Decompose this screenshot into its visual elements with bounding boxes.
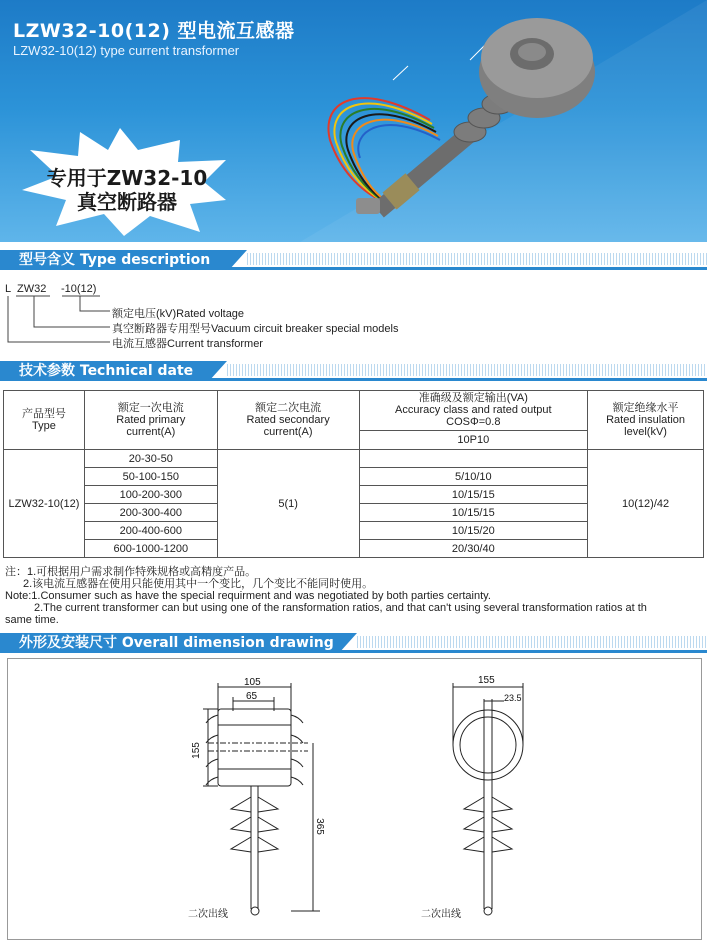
code-desc-voltage: 额定电压(kV)Rated voltage — [112, 308, 245, 320]
cell-output: 20/30/40 — [359, 540, 588, 558]
header-insulation — [588, 391, 704, 450]
code-zw: ZW32 — [17, 283, 47, 295]
cell-primary: 200-300-400 — [84, 504, 217, 522]
header-primary-en2: current(A) — [126, 426, 176, 438]
code-volt: -10(12) — [61, 283, 97, 295]
burst-text — [22, 166, 232, 214]
outlet-label-left: 二次出线 — [188, 909, 228, 920]
header-secondary-cn: 额定二次电流 — [255, 402, 322, 414]
hero-title-en: LZW32-10(12) type current transformer — [13, 43, 240, 58]
cell-secondary: 5(1) — [217, 450, 359, 558]
code-desc-ct: 电流互感器Current transformer — [112, 338, 263, 350]
cell-primary: 50-100-150 — [84, 468, 217, 486]
dim-23-5: 23.5 — [504, 693, 522, 703]
cell-insulation: 10(12)/42 — [588, 450, 704, 558]
header-type-en: Type — [32, 420, 56, 432]
cell-output: 10/15/15 — [359, 486, 588, 504]
hero-banner — [0, 0, 707, 242]
code-desc-model: 真空断路器专用型号Vacuum circuit breaker special models — [112, 323, 399, 335]
header-primary-en1: Rated primary — [116, 414, 186, 426]
header-line — [207, 378, 707, 381]
burst-line-1: 专用于ZW32-10 — [46, 166, 208, 190]
header-type — [4, 391, 85, 450]
section-title-tech: 技术参数 Technical date — [0, 361, 209, 381]
burst-line-2: 真空断路器 — [77, 190, 177, 214]
note-en-3: same time. — [5, 614, 59, 626]
header-secondary-en1: Rated secondary — [246, 414, 330, 426]
section-title-drawing: 外形及安装尺寸 Overall dimension drawing — [0, 633, 339, 653]
hero-title-cn: LZW32-10(12) 型电流互感器 — [13, 20, 295, 42]
drawing-frame — [7, 658, 702, 940]
section-title-type: 型号含义 Type description — [0, 250, 229, 270]
header-stripe — [247, 253, 707, 265]
dim-155-top: 155 — [478, 675, 495, 686]
note-en-1: Note:1.Consumer such as have the special requirment and was negotiated by both parties certainty. — [5, 590, 491, 602]
code-l: L — [5, 283, 12, 295]
notes-block — [5, 566, 705, 626]
header-primary-cn: 额定一次电流 — [117, 402, 184, 414]
dim-365: 365 — [313, 818, 325, 835]
header-type-cn: 产品型号 — [21, 408, 66, 420]
code-bracket-lines — [0, 290, 120, 350]
outlet-label-right: 二次出线 — [421, 909, 461, 920]
header-stripe — [227, 364, 707, 376]
header-line — [227, 267, 707, 270]
section-header-type — [0, 250, 707, 270]
header-secondary — [217, 391, 359, 450]
cell-primary: 200-400-600 — [84, 522, 217, 540]
cell-output: 10/15/20 — [359, 522, 588, 540]
cell-output: 10/15/15 — [359, 504, 588, 522]
dim-105: 105 — [244, 677, 261, 688]
header-ins-en1: Rated insulation — [606, 414, 685, 426]
tech-table — [3, 390, 704, 558]
header-stripe — [357, 636, 707, 648]
header-acc-sub: 10P10 — [359, 430, 588, 449]
table-row — [4, 450, 704, 468]
cell-primary: 20-30-50 — [84, 450, 217, 468]
section-header-tech — [0, 361, 707, 381]
dim-65: 65 — [246, 691, 258, 702]
header-line — [337, 650, 707, 653]
cell-primary: 100-200-300 — [84, 486, 217, 504]
section-header-drawing — [0, 633, 707, 653]
dim-155-left: 155 — [190, 742, 202, 759]
header-ins-cn: 额定绝缘水平 — [612, 402, 679, 414]
cell-model: LZW32-10(12) — [4, 450, 85, 558]
header-acc-cn: 准确级及额定输出(VA) — [418, 392, 528, 405]
header-ins-en2: level(kV) — [624, 426, 667, 438]
header-acc-en: Accuracy class and rated output — [395, 404, 552, 417]
note-en-2: 2.The current transformer can but using one of the ransformation ratios, and that can't using several transformation ratios at th — [34, 602, 647, 614]
note-cn-1: 注：1.可根据用户需求制作特殊规格或高精度产品。 — [5, 566, 257, 578]
cell-output — [359, 450, 588, 468]
header-primary — [84, 391, 217, 450]
cell-primary: 600-1000-1200 — [84, 540, 217, 558]
header-secondary-en2: current(A) — [263, 426, 313, 438]
header-accuracy — [359, 391, 588, 431]
dimension-drawing — [8, 659, 701, 939]
header-acc-cos: COSΦ=0.8 — [446, 416, 501, 429]
note-cn-2: 2.该电流互感器在使用只能使用其中一个变比，几个变比不能同时使用。 — [23, 578, 374, 590]
cell-output: 5/10/10 — [359, 468, 588, 486]
